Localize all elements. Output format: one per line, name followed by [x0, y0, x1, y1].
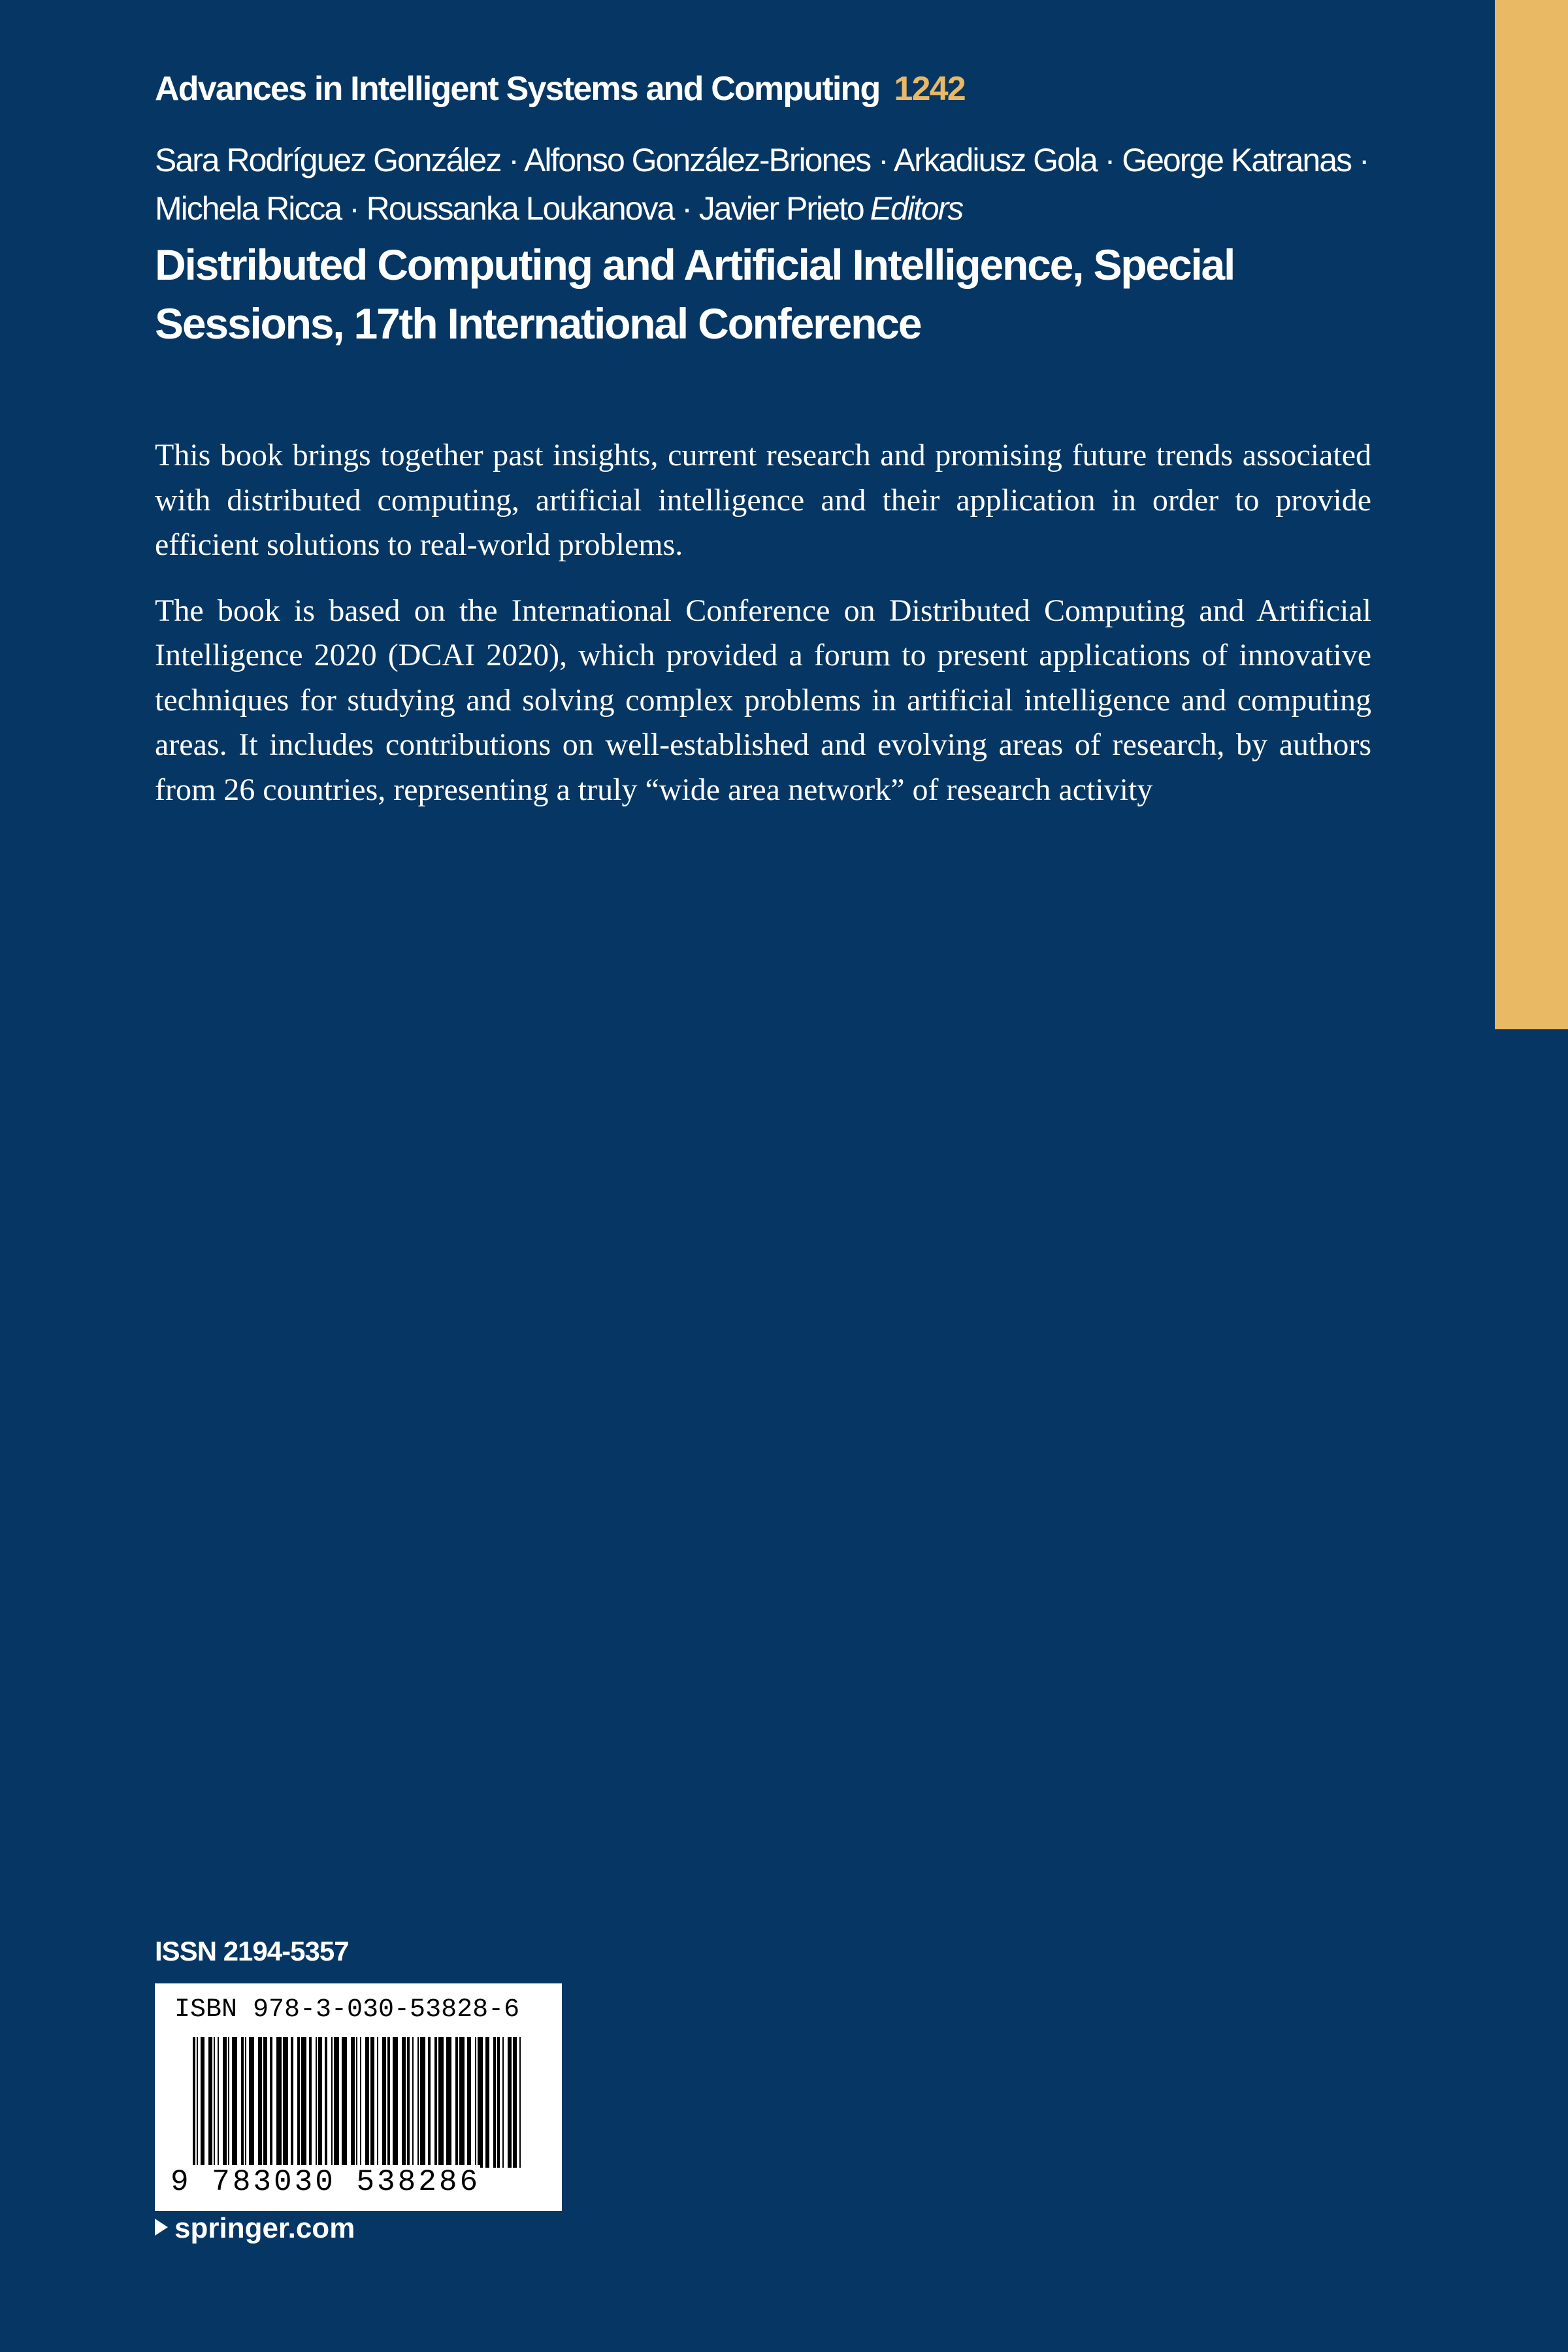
barcode-bar — [301, 2037, 306, 2168]
barcode-bar — [283, 2037, 288, 2168]
isbn-label: ISBN 978-3-030-53828-6 — [174, 1995, 520, 2025]
barcode-bar — [318, 2037, 322, 2168]
barcode-bar — [325, 2037, 327, 2181]
barcode-bar — [446, 2037, 451, 2168]
publisher-url: springer.com — [174, 2212, 355, 2244]
editor-names: Sara Rodríguez González · Alfonso González-Briones · Arkadiusz Gola · George Katranas · Michela Ricca · Roussanka Loukanova · Javier Prieto — [155, 142, 1369, 227]
barcode-bar — [360, 2037, 361, 2168]
barcode-bar — [377, 2037, 378, 2168]
book-title: Distributed Computing and Artificial Intelligence, Special Sessions, 17th International Conference — [155, 240, 1235, 348]
editors — [155, 136, 1448, 233]
barcode-digits: 9 783030 538286 — [171, 2165, 481, 2199]
series-name: Advances in Intelligent Systems and Computing — [155, 70, 880, 108]
barcode-bar — [201, 2037, 204, 2168]
barcode-bar — [297, 2037, 300, 2168]
barcode-bar — [434, 2037, 437, 2168]
barcode-bar — [263, 2037, 267, 2168]
barcode-bar — [249, 2037, 254, 2168]
barcode-bar — [513, 2037, 517, 2168]
barcode-bar — [459, 2037, 465, 2181]
barcode-bar — [370, 2037, 374, 2168]
barcode-bar — [276, 2037, 282, 2168]
barcode-bar — [218, 2037, 219, 2168]
barcode-bar — [402, 2037, 406, 2168]
barcode-bar — [502, 2037, 504, 2168]
barcode-bar — [232, 2037, 237, 2168]
series-line — [155, 69, 965, 108]
barcode-bar — [331, 2037, 333, 2168]
barcode-bar — [334, 2037, 339, 2168]
barcode-bar — [428, 2037, 431, 2168]
barcode-bar — [455, 2037, 458, 2168]
series-volume: 1242 — [894, 70, 965, 108]
play-arrow-icon — [155, 2219, 168, 2236]
barcode-bar — [291, 2037, 293, 2168]
barcode-bar — [342, 2037, 347, 2168]
editors-role: Editors — [870, 190, 963, 227]
barcode-bar — [208, 2037, 212, 2168]
barcode-bar — [420, 2037, 425, 2168]
barcode-bar — [356, 2037, 357, 2168]
accent-strip — [1495, 0, 1568, 1029]
barcode-bar — [270, 2037, 272, 2168]
barcode-bar — [309, 2037, 312, 2168]
barcode-bar — [519, 2037, 521, 2168]
issn: ISSN 2194-5357 — [155, 1936, 349, 1966]
barcode-bar — [223, 2037, 227, 2168]
barcode-bar — [193, 2037, 195, 2181]
barcode-bar — [497, 2037, 500, 2168]
publisher-link[interactable] — [155, 2212, 355, 2245]
barcode-bar — [197, 2037, 198, 2168]
barcode-bar — [417, 2037, 419, 2168]
barcode-bar — [316, 2037, 317, 2168]
barcode-bar — [387, 2037, 390, 2168]
barcode-bar — [407, 2037, 410, 2168]
barcode-bar — [245, 2037, 246, 2168]
barcode-bar — [412, 2037, 414, 2168]
barcode-bar — [241, 2037, 244, 2168]
isbn-barcode — [155, 1983, 562, 2211]
barcode-bar — [485, 2037, 489, 2168]
barcode-bar — [214, 2037, 215, 2168]
barcode-bar — [382, 2037, 386, 2168]
barcode-bar — [258, 2037, 262, 2168]
barcode-bar — [475, 2037, 476, 2168]
barcode-bar — [467, 2037, 471, 2168]
barcode-bar — [365, 2037, 369, 2168]
barcode-bar — [393, 2037, 398, 2168]
description-paragraph-2: The book is based on the International Conference on Distributed Computing and Artificial Intelligence 2020 (DCAI 2020), which provided a forum to present applications of innovative techniques for studying and solving complex problems in artificial intelligence and computing areas. It includes contributions on well-established and evolving areas of research, by authors from 26 countries, representing a truly “wide area network” of research activity — [155, 593, 1371, 807]
description-paragraph-1: This book brings together past insights, current research and promising future trends associated with distributed computing, artificial intelligence and their application in order to provide efficient solutions to real-world problems. — [155, 438, 1371, 562]
barcode-bar — [508, 2037, 512, 2168]
barcode-bar — [228, 2037, 229, 2168]
barcode-bar — [478, 2037, 483, 2168]
barcode-bar — [351, 2037, 355, 2168]
barcode-bar — [438, 2037, 444, 2168]
barcode-bar — [493, 2037, 496, 2168]
barcode-bars — [193, 2037, 526, 2181]
book-description — [155, 433, 1371, 833]
